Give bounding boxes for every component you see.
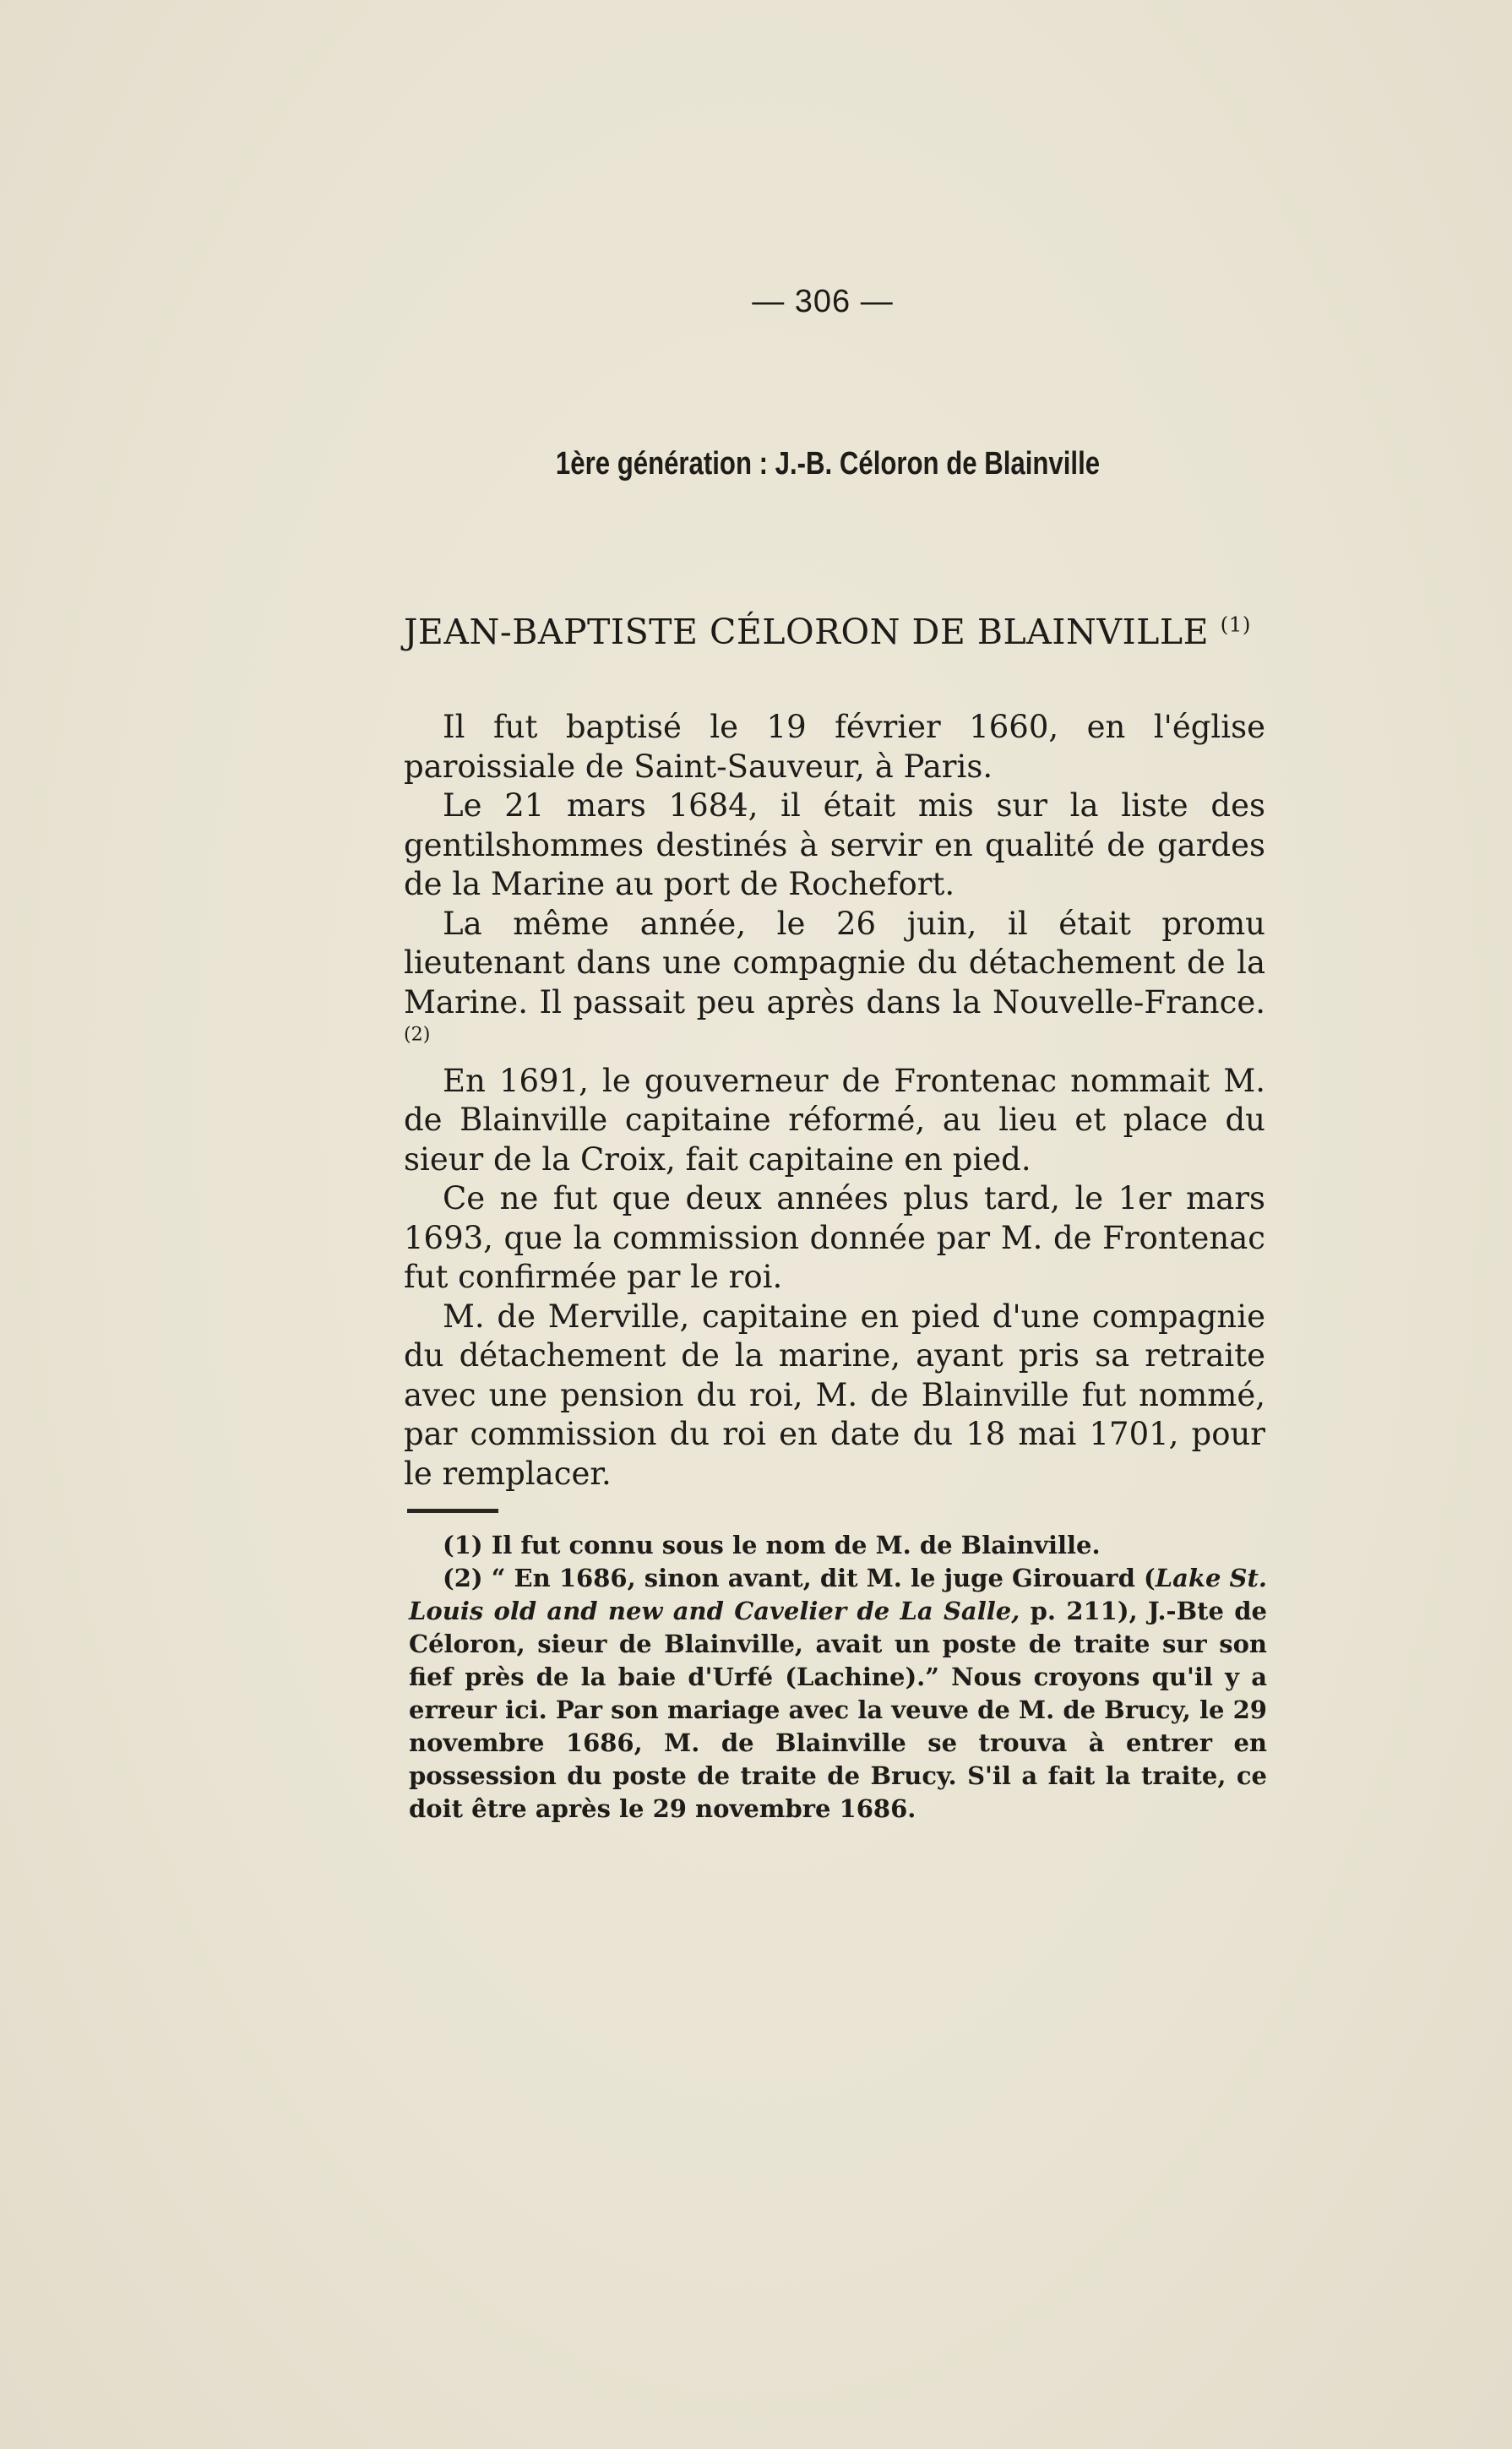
body-text [404,708,1265,1494]
page-number: — 306 — [752,284,894,319]
footnote-2-book-title: Lake St. Louis old and new and Cavelier de La Salle, [409,1564,1267,1625]
footnote-2-text-a: “ En 1686, sinon avant, dit M. le juge Girouard ( [491,1564,1156,1592]
footnotes [409,1529,1267,1826]
footnote-1: (1) Il fut connu sous le nom de M. de Blainville. [443,1531,1101,1559]
footnote-ref-1: (1) [1220,612,1251,637]
generation-heading: 1ère génération : J.-B. Céloron de Blainville [555,446,1101,482]
chapter-title-text: JEAN-BAPTISTE CÉLORON DE BLAINVILLE [404,612,1210,652]
footnote-divider [407,1509,498,1513]
paragraph-merville: M. de Merville, capitaine en pied d'une compagnie du détachement de la marine, ayant pris sa retraite avec une pension du roi, M. de Blainville fut nommé, par commission du roi en date du 18 mai 1701, pour le remplacer. [404,1298,1265,1492]
paragraph-lieutenant-text: La même année, le 26 juin, il était promu lieutenant dans une compagnie du détachement de la Marine. Il passait peu après dans la Nouvelle-France. [404,905,1265,1020]
paragraph-lieutenant [404,905,1265,1062]
footnote-2-mark: (2) [443,1564,483,1592]
footnote-ref-2: (2) [404,1023,431,1046]
paragraph-gardes-marine: Le 21 mars 1684, il était mis sur la liste des gentilshommes destinés à servir en qualité de gardes de la Marine au port de Rochefort. [404,787,1265,902]
paragraph-baptism: Il fut baptisé le 19 février 1660, en l'église paroissiale de Saint-Sauveur, à Paris. [404,709,1265,785]
paragraph-capitaine-reforme: En 1691, le gouverneur de Frontenac nommait M. de Blainville capitaine réformé, au lieu et place du sieur de la Croix, fait capitaine en pied. [404,1062,1265,1178]
footnote-2-text-b: p. 211), J.-Bte de Céloron, sieur de Blainville, avait un poste de traite sur son fief près de la baie d'Urfé (Lachine).” Nous croyons qu'il y a erreur ici. Par son mariage avec la veuve de M. de Brucy, le 29 novembre 1686, M. de Blainville se trouva à entrer en possession du poste de traite de Brucy. S'il a fait la traite, ce doit être après le 29 novembre 1686. [409,1597,1267,1823]
footnote-2 [409,1562,1267,1826]
chapter-title [404,612,1282,652]
paragraph-commission: Ce ne fut que deux années plus tard, le 1er mars 1693, que la commission donnée par M. de Frontenac fut confirmée par le roi. [404,1180,1265,1295]
